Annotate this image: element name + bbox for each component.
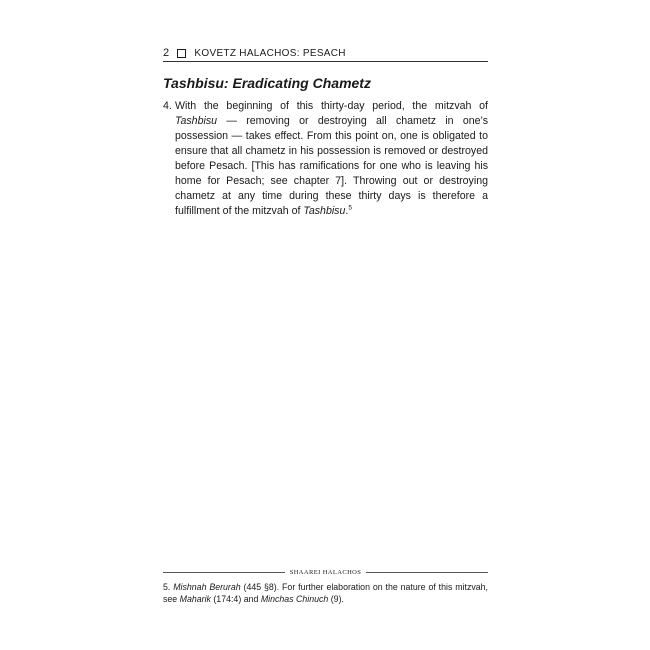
paragraph-text	[175, 99, 488, 219]
halacha-paragraph	[163, 99, 488, 219]
footnote	[163, 581, 488, 605]
footnote-divider	[163, 567, 488, 577]
divider-rule-left	[163, 572, 285, 573]
paragraph-end: .	[345, 205, 349, 217]
footnote-text-2: (174:4) and	[210, 594, 261, 604]
term-tashbisu-2: Tashbisu	[303, 205, 346, 217]
paragraph-number: 4.	[163, 100, 172, 112]
section-heading: Tashbisu: Eradicating Chametz	[163, 75, 371, 91]
footnote-text-3: (9).	[328, 594, 344, 604]
paragraph-lead: With the beginning of this thirty-day period, the mitzvah of	[175, 100, 488, 112]
header-rule	[163, 61, 488, 62]
book-page	[163, 40, 488, 610]
footnote-source-maharik: Maharik	[179, 594, 211, 604]
running-head-title: KOVETZ HALACHOS: PESACH	[194, 47, 346, 59]
divider-rule-right	[366, 572, 488, 573]
footnote-number: 5.	[163, 582, 174, 592]
paragraph-mid: — removing or destroying all chametz in one’s possession — takes effect. From this point on, one is obligated to ensure that all chametz in his possession is removed or destroyed before Pesach. [This has ramifications for one who is leaving his home for Pesach; see chapter 7]. Throwing out or destroying chametz at any time during these thirty days is therefore a fulfillment of the mitzvah of	[175, 115, 488, 217]
page-number: 2	[163, 47, 170, 59]
square-bullet-icon	[177, 49, 186, 58]
footnote-source-minchas-chinuch: Minchas Chinuch	[260, 594, 329, 604]
footnote-divider-label: SHAAREI HALACHOS	[289, 568, 362, 576]
footnote-source-mishnah-berurah: Mishnah Berurah	[173, 582, 241, 592]
term-tashbisu: Tashbisu	[175, 115, 218, 127]
footnote-reference[interactable]: 5	[348, 204, 352, 212]
footnote-text-1: (445 §8). For further elaboration on the nature of this mitzvah, see	[163, 582, 488, 604]
running-head	[163, 44, 488, 62]
